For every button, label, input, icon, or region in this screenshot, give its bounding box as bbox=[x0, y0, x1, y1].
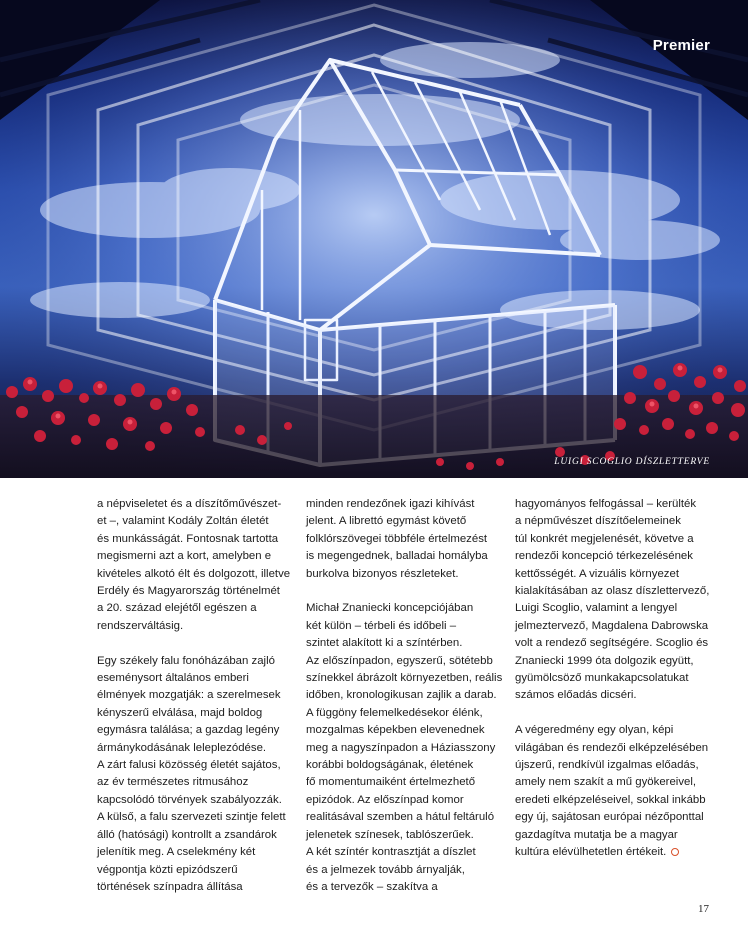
text-line: hagyományos felfogással – kerülték bbox=[515, 498, 697, 510]
article-column-1 bbox=[97, 496, 303, 896]
photo-caption: LUIGI SCOGLIO DÍSZLETTERVE bbox=[554, 457, 710, 467]
article-column-3 bbox=[515, 496, 720, 862]
text-line: a 20. század elejétől egészen a bbox=[97, 602, 257, 615]
paragraph-break bbox=[97, 635, 303, 652]
text-line: jelenetek színesek, tablószerűek. bbox=[306, 828, 474, 841]
text-line: rendezői koncepció térkezelésének bbox=[515, 550, 693, 563]
text-line: élmények mozgatják: a szerelmesek bbox=[97, 689, 281, 702]
text-line: rendszerváltásig. bbox=[97, 619, 184, 632]
end-of-article-icon bbox=[671, 848, 679, 856]
text-line: két külön – térbeli és időbeli – bbox=[306, 619, 457, 632]
text-line: realitásával szemben a hátul feltáruló bbox=[306, 811, 495, 824]
text-line: jelenítik meg. A cselekmény két bbox=[97, 846, 256, 859]
text-line: kultúra elévülhetetlen értékeit. bbox=[515, 844, 720, 861]
article-column-2 bbox=[306, 496, 508, 896]
text-line: a népművészet díszítőelemeinek bbox=[515, 515, 681, 528]
text-line: kialakításában az olasz díszlettervező, bbox=[515, 585, 710, 598]
text-line: gazdagítva mutatja be a magyar bbox=[515, 828, 678, 841]
text-line: korábbi boldogságának, életének bbox=[306, 759, 474, 772]
text-line: A végeredmény egy olyan, képi bbox=[515, 724, 674, 737]
text-line: Znaniecki 1999 óta dolgozik együtt, bbox=[515, 654, 694, 667]
text-line: Michał Znaniecki koncepciójában bbox=[306, 602, 474, 615]
text-line: álló (hatósági) kontrollt a zsandárok bbox=[97, 828, 277, 841]
text-line: kettősségét. A vizuális környezet bbox=[515, 567, 679, 580]
text-line: burkolva bizonyos részleteket. bbox=[306, 567, 459, 580]
section-label: Premier bbox=[652, 37, 710, 54]
text-line: történések színpadra állítása bbox=[97, 880, 243, 893]
text-line: egy új, sajátosan európai nézőponttal bbox=[515, 811, 704, 824]
text-line: A két színtér kontrasztját a díszlet bbox=[306, 846, 476, 859]
text-line: ármánykodásának leleplezódése. bbox=[97, 741, 267, 754]
text-line: is megengednek, balladai homályba bbox=[306, 550, 488, 563]
text-line: minden rendezőnek igazi kihívást bbox=[306, 498, 475, 510]
text-line: egymásra találása; a gazdag legény bbox=[97, 724, 280, 737]
text-line: epizódok. Az előszínpad komor bbox=[306, 793, 464, 806]
text-line: eredeti elképzeléseivel, sokkal inkább bbox=[515, 793, 706, 806]
text-line: mozgalmas képekben elevenednek bbox=[306, 724, 485, 737]
text-line: gyümölcsöző munkakapcsolatukat bbox=[515, 672, 689, 685]
text-line: világában és rendezői elképzelésében bbox=[515, 741, 709, 754]
text-line: Luigi Scoglio, valamint a lengyel bbox=[515, 602, 678, 615]
text-line: kapcsolódó törvények szabályozzák. bbox=[97, 793, 282, 806]
text-line: időben, kronologikusan zajlik a darab. bbox=[306, 689, 497, 702]
text-line: az év természetes ritmusához bbox=[97, 776, 249, 789]
text-line: túl konkrét megjelenését, követve a bbox=[515, 532, 694, 545]
text-line: A külső, a falu szervezeti szintje felett bbox=[97, 811, 286, 824]
text-line: meg a nagyszínpadon a Háziasszony bbox=[306, 741, 496, 754]
text-line: eseménysort általános emberi bbox=[97, 672, 249, 685]
text-line: A függöny felemelkedésekor élénk, bbox=[306, 706, 483, 719]
paragraph-break bbox=[515, 705, 720, 722]
text-line: jelent. A librettó egymást követő bbox=[306, 515, 467, 528]
text-line: végpontja közti epizódszerű bbox=[97, 863, 238, 876]
text-line: volt a rendező segítségére. Scoglio és bbox=[515, 637, 709, 650]
text-line: és a jelmezek tovább árnyalják, bbox=[306, 863, 465, 876]
text-line: Erdély és Magyarország történelmét bbox=[97, 585, 280, 598]
text-line: színekkel ábrázolt környezetben, reális bbox=[306, 672, 503, 685]
page-number: 17 bbox=[698, 903, 709, 915]
text-line: Egy székely falu fonóházában zajló bbox=[97, 654, 275, 667]
text-line: fő momentumaiként értelmezhető bbox=[306, 776, 476, 789]
text-line: folklórszövegei többféle értelmezést bbox=[306, 532, 488, 545]
text-line: et –, valamint Kodály Zoltán életét bbox=[97, 515, 269, 528]
text-line: szintet alakított ki a színtérben. bbox=[306, 637, 463, 650]
text-line: Az előszínpadon, egyszerű, sötétebb bbox=[306, 654, 493, 667]
paragraph-break bbox=[306, 583, 508, 600]
text-line: kényszerű elválása, majd boldog bbox=[97, 706, 263, 719]
text-line: jelmeztervező, Magdalena Dabrowska bbox=[515, 619, 709, 632]
text-line: kivételes alkotó élt és dolgozott, illetve bbox=[97, 567, 291, 580]
text-line: számos előadás dicséri. bbox=[515, 689, 637, 702]
text-line: a népviseletet és a díszítőművészet- bbox=[97, 498, 282, 510]
text-line: amely nem szakít a mű gyökereivel, bbox=[515, 776, 697, 789]
text-line: megismerni azt a kort, amelyben e bbox=[97, 550, 272, 563]
text-line: újszerű, rendkívül izgalmas előadás, bbox=[515, 759, 699, 772]
text-line: és a tervezők – szakítva a bbox=[306, 880, 438, 893]
text-line: A zárt falusi közösség életét sajátos, bbox=[97, 759, 281, 772]
text-line: és munkásságát. Fontosnak tartotta bbox=[97, 532, 279, 545]
